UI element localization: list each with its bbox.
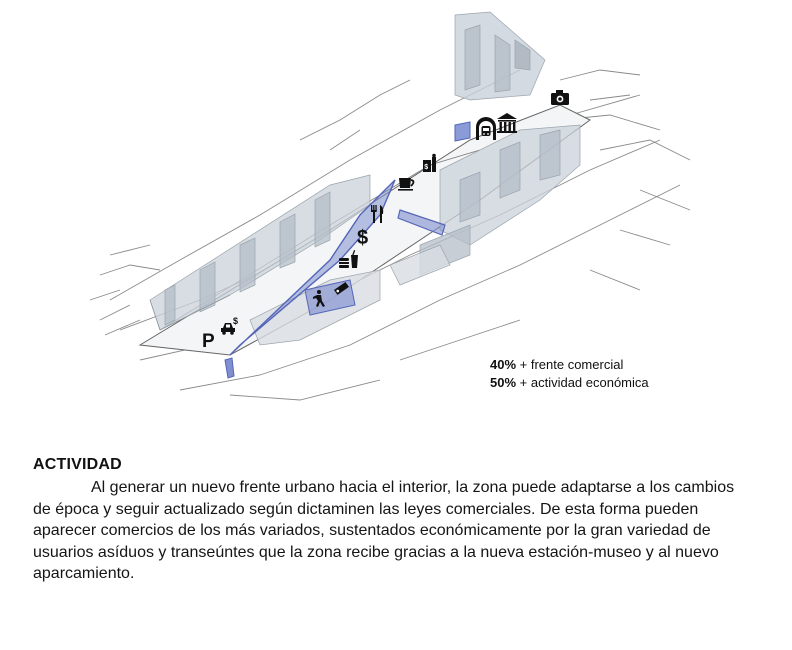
stat-value: 50%: [490, 375, 517, 390]
parking-icon: P: [202, 331, 215, 352]
activity-stats: [490, 356, 649, 392]
activity-section: [33, 455, 753, 585]
stat-label: + frente comercial: [516, 357, 624, 372]
money-icon: $: [357, 227, 369, 249]
section-title: ACTIVIDAD: [33, 456, 122, 473]
stat-value: 40%: [490, 357, 517, 372]
section-body: Al generar un nuevo frente urbano hacia el interior, la zona puede adaptarse a los cambios de época y seguir actualizado según dictaminen las leyes comerciales. De esta forma pueden aparecer comercios de los más variados, sustentados económicamente por la gran variedad de usuarios asíduos y transeúntes que la zona recibe gracias a la nueva estación-museo y al nuevo aparcamiento.: [33, 479, 735, 582]
stat-label: + actividad económica: [516, 375, 649, 390]
atm-icon: [423, 154, 436, 172]
camera-icon: [551, 90, 569, 105]
stat-commercial-front: [490, 356, 649, 374]
stat-economic-activity: [490, 374, 649, 392]
svg-text:$: $: [424, 164, 429, 171]
parking-money-icon: $: [233, 316, 239, 326]
top-building-block: [455, 12, 545, 100]
